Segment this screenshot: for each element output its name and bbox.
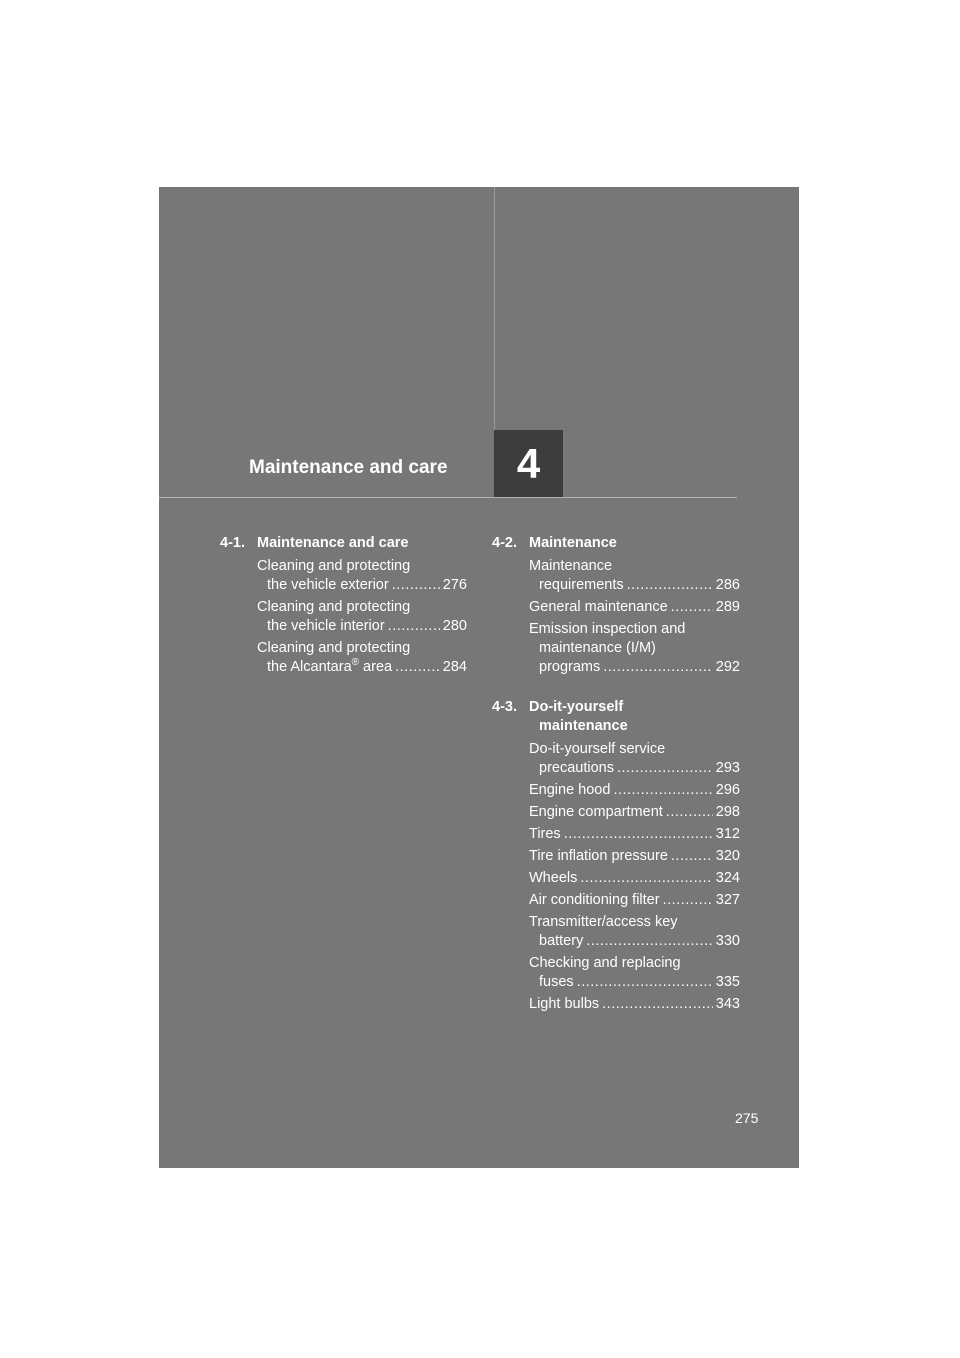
toc-entry[interactable]: [529, 781, 740, 800]
section-title-cont: maintenance: [539, 718, 628, 734]
entry-text-line2: the vehicle exterior: [267, 577, 389, 593]
entry-text-line2: precautions: [539, 760, 614, 776]
dot-leader: [395, 658, 440, 677]
section-title: Do-it-yourself: [529, 699, 624, 715]
entry-page-number: 286: [715, 577, 740, 593]
dot-leader: [617, 759, 713, 778]
entry-text: Wheels: [529, 870, 578, 886]
entry-text-line1: Cleaning and protecting: [257, 640, 411, 656]
dot-leader: [666, 803, 713, 822]
toc-entry[interactable]: [529, 954, 740, 992]
entry-text: Tire inflation pressure: [529, 848, 668, 864]
dot-leader: [663, 891, 713, 910]
entry-text: Light bulbs: [529, 996, 600, 1012]
entry-text: Tires: [529, 826, 561, 842]
toc-entry[interactable]: [529, 891, 740, 910]
section-number: 4-1.: [220, 535, 245, 551]
entry-text-line1: Cleaning and protecting: [257, 599, 411, 615]
dot-leader: [577, 973, 713, 992]
entry-text: General maintenance: [529, 599, 668, 615]
entry-page-number: 276: [442, 577, 467, 593]
section-heading[interactable]: [492, 534, 740, 553]
entry-text-line2: requirements: [539, 577, 624, 593]
entry-text-line1: Transmitter/access key: [529, 914, 678, 930]
toc-entry[interactable]: [257, 639, 467, 677]
entry-page-number: 296: [715, 782, 740, 798]
toc-entry[interactable]: [529, 995, 740, 1014]
entry-text: Engine hood: [529, 782, 611, 798]
dot-leader: [564, 825, 713, 844]
entry-page-number: 312: [715, 826, 740, 842]
section-title: Maintenance and care: [257, 535, 409, 551]
section-heading[interactable]: [492, 698, 740, 736]
entry-page-number: 298: [715, 804, 740, 820]
entry-text-line2: programs: [539, 659, 601, 675]
entry-text-line2: fuses: [539, 974, 574, 990]
entry-page-number: 284: [442, 659, 467, 675]
dot-leader: [602, 995, 713, 1014]
horizontal-divider: [159, 497, 737, 498]
dot-leader: [603, 658, 713, 677]
entry-page-number: 292: [715, 659, 740, 675]
dot-leader: [613, 781, 712, 800]
entry-text-line1: Do-it-yourself service: [529, 741, 666, 757]
toc-entry[interactable]: [529, 598, 740, 617]
toc-entry[interactable]: [529, 803, 740, 822]
section-number: 4-3.: [492, 699, 517, 715]
entry-page-number: 327: [715, 892, 740, 908]
entry-text: Engine compartment: [529, 804, 663, 820]
page-number: 275: [735, 1110, 759, 1126]
chapter-title: Maintenance and care: [249, 457, 448, 478]
section-4-1: [220, 534, 467, 680]
vertical-divider: [494, 187, 495, 430]
section-4-3: [492, 698, 740, 1014]
section-heading[interactable]: [220, 534, 467, 553]
toc-entry[interactable]: [257, 557, 467, 595]
entry-page-number: 335: [715, 974, 740, 990]
section-number: 4-2.: [492, 535, 517, 551]
dot-leader: [580, 869, 712, 888]
entry-page-number: 320: [715, 848, 740, 864]
entry-page-number: 343: [715, 996, 740, 1012]
entry-page-number: 324: [715, 870, 740, 886]
section-title: Maintenance: [529, 535, 617, 551]
dot-leader: [671, 598, 713, 617]
entry-text-line2: battery: [539, 933, 584, 949]
entry-text: Air conditioning filter: [529, 892, 660, 908]
toc-entry[interactable]: [529, 847, 740, 866]
chapter-number: 4: [516, 439, 541, 487]
section-4-2: [492, 534, 740, 1017]
registered-mark: ®: [351, 657, 360, 669]
dot-leader: [388, 617, 440, 636]
entry-text-line1: Maintenance: [529, 558, 613, 574]
entry-page-number: 289: [715, 599, 740, 615]
dot-leader: [392, 576, 440, 595]
dot-leader: [671, 847, 713, 866]
chapter-number-box: [494, 430, 563, 497]
entry-text-line2: the vehicle interior: [267, 618, 385, 634]
toc-entry[interactable]: [529, 869, 740, 888]
dot-leader: [586, 932, 712, 951]
toc-entry[interactable]: [529, 620, 740, 677]
toc-entry[interactable]: [529, 740, 740, 778]
entry-text-line1: Cleaning and protecting: [257, 558, 411, 574]
toc-entry[interactable]: [529, 825, 740, 844]
entry-text-line2: the Alcantara® area: [267, 657, 393, 675]
toc-entry[interactable]: [257, 598, 467, 636]
toc-entry[interactable]: [529, 557, 740, 595]
entry-text-line1b: maintenance (I/M): [539, 640, 656, 656]
entry-page-number: 330: [715, 933, 740, 949]
dot-leader: [627, 576, 713, 595]
entry-page-number: 293: [715, 760, 740, 776]
entry-text-line1: Emission inspection and: [529, 621, 686, 637]
entry-text-line1: Checking and replacing: [529, 955, 681, 971]
entry-page-number: 280: [442, 618, 467, 634]
toc-entry[interactable]: [529, 913, 740, 951]
